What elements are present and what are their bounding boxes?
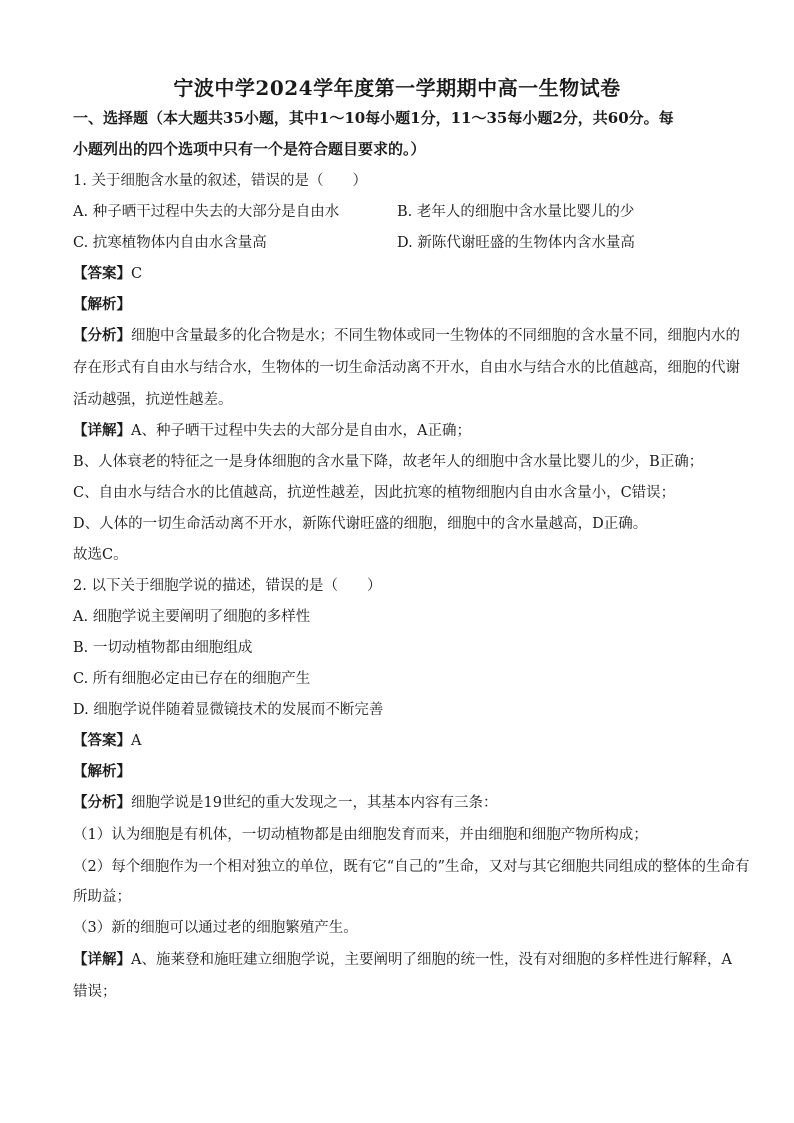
q2-analysis-tag: 【解析】 <box>73 763 131 780</box>
q2-option-c: C. 所有细胞必定由已存在的细胞产生 <box>73 671 311 687</box>
q2-stem: 2. 以下关于细胞学说的描述，错误的是（ ） <box>73 578 382 594</box>
exam-title: 宁波中学2024学年度第一学期期中高一生物试卷 <box>173 76 621 100</box>
q1-fenxi-line2: 存在形式有自由水与结合水，生物体的一切生命活动离不开水，自由水与结合水的比值越高，细胞的代谢 <box>73 360 740 376</box>
q2-item2-line2: 所助益； <box>73 889 131 905</box>
answer-tag: 【答案】 <box>73 265 131 282</box>
q1-xiangjie-d: D、人体的一切生命活动离不开水，新陈代谢旺盛的细胞，细胞中的含水量越高，D正确。 <box>73 516 648 532</box>
fenxi-text: 细胞中含量最多的化合物是水；不同生物体或同一生物体的不同细胞的含水量不同，细胞内水的 <box>131 328 740 344</box>
q1-option-c: C. 抗寒植物体内自由水含量高 <box>73 235 267 251</box>
q2-xiangjie-a-line1 <box>73 950 733 970</box>
q1-conclusion: 故选C。 <box>73 547 128 563</box>
q2-item1: （1）认为细胞是有机体，一切动植物都是由细胞发育而来，并由细胞和细胞产物所构成； <box>73 827 648 843</box>
fenxi-text: 细胞学说是19世纪的重大发现之一，其基本内容有三条： <box>131 795 498 811</box>
answer-value: C <box>131 266 143 282</box>
answer-tag: 【答案】 <box>73 732 131 749</box>
q1-answer <box>73 264 733 284</box>
xiangjie-text: A、种子晒干过程中失去的大部分是自由水，A正确； <box>131 423 471 439</box>
q1-xiangjie-b: B、人体衰老的特征之一是身体细胞的含水量下降，故老年人的细胞中含水量比婴儿的少，B正确； <box>73 454 704 470</box>
fenxi-tag: 【分析】 <box>73 327 131 344</box>
q1-xiangjie-c: C、自由水与结合水的比值越高，抗逆性越差，因此抗寒的植物细胞内自由水含量小，C错误； <box>73 485 676 501</box>
xiangjie-tag: 【详解】 <box>73 951 131 968</box>
fenxi-tag: 【分析】 <box>73 794 131 811</box>
answer-value: A <box>131 733 142 749</box>
section-heading-line1: 一、选择题（本大题共35小题，其中1～10每小题1分，11～35每小题2分，共60分。每 <box>73 109 674 127</box>
xiangjie-text: A、施莱登和施旺建立细胞学说，主要阐明了细胞的统一性，没有对细胞的多样性进行解释，A <box>131 952 732 968</box>
section-heading-line2: 小题列出的四个选项中只有一个是符合题目要求的。） <box>73 140 426 158</box>
q2-option-a: A. 细胞学说主要阐明了细胞的多样性 <box>73 609 311 625</box>
q2-option-d: D. 细胞学说伴随着显微镜技术的发展而不断完善 <box>73 702 384 718</box>
q1-xiangjie-a <box>73 421 733 441</box>
xiangjie-tag: 【详解】 <box>73 422 131 439</box>
q1-stem: 1. 关于细胞含水量的叙述，错误的是（ ） <box>73 173 367 189</box>
q1-fenxi-line3: 活动越强，抗逆性越差。 <box>73 392 233 408</box>
q2-answer <box>73 731 733 751</box>
q1-option-b: B. 老年人的细胞中含水量比婴儿的少 <box>397 204 635 220</box>
q2-xiangjie-a-line2: 错误； <box>73 984 117 1000</box>
q1-analysis-tag: 【解析】 <box>73 296 131 313</box>
q1-option-d: D. 新陈代谢旺盛的生物体内含水量高 <box>397 235 635 251</box>
q1-option-a: A. 种子晒干过程中失去的大部分是自由水 <box>73 204 340 220</box>
q1-fenxi-line1 <box>73 326 740 346</box>
q2-item2-line1: （2）每个细胞作为一个相对独立的单位，既有它“自己的”生命，又对与其它细胞共同组成的整体的生命有 <box>73 859 750 875</box>
q2-item3: （3）新的细胞可以通过老的细胞繁殖产生。 <box>73 920 358 936</box>
q2-fenxi-line1 <box>73 793 733 813</box>
q2-option-b: B. 一切动植物都由细胞组成 <box>73 640 253 656</box>
